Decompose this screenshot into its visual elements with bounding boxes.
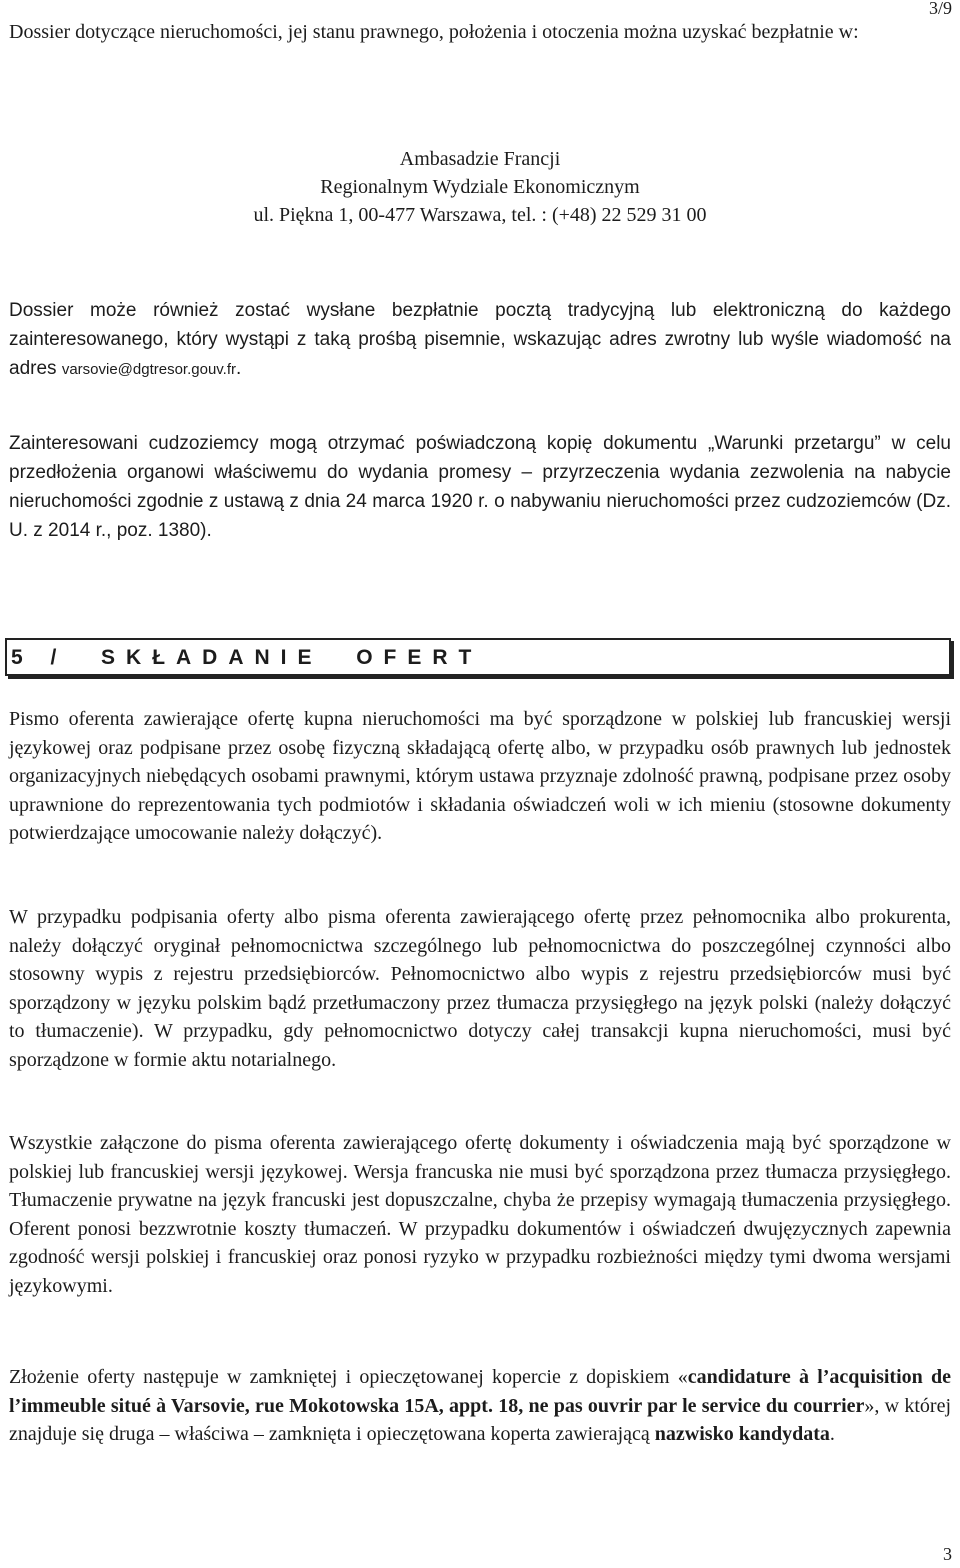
address-line-1: Ambasadzie Francji	[399, 148, 561, 170]
envelope-text-a: Złożenie oferty następuje w zamkniętej i opieczętowanej kopercie z dopiskiem «	[9, 1366, 688, 1388]
candidate-name-note: nazwisko kandydata	[654, 1423, 830, 1445]
offer-paragraph-4	[9, 1363, 951, 1449]
envelope-text-c: », w której znajduje się druga – właściwa – zamknięta i opieczętowana koperta zawierającą	[9, 1394, 952, 1445]
offer-paragraph-1: Pismo oferenta zawierające ofertę kupna nieruchomości ma być sporządzone w polskiej lub francuskiej wersji językowej oraz podpisane przez osobę fizyczną składającą ofertę albo, w przypadku osób prawnych lub jednostek organizacyjnych niebędących osobami prawnymi, którym ustawa przyznaje zdolność prawną, podpisane przez osoby uprawnione do reprezentowania tych podmiotów i składania oświadczeń woli w ich mieniu (stosowne dokumenty potwierdzające umocowanie należy dołączyć).	[9, 708, 951, 844]
section-heading: 5 / SKŁADANIE OFERT	[5, 638, 951, 676]
dossier-mail-text: Dossier może również zostać wysłane bezpłatnie pocztą tradycyjną lub elektroniczną do każdego zainteresowanego, który wystąpi z taką prośbą pisemnie, wskazując adres zwrotny lub wyśle wiadomość na adres	[9, 300, 951, 379]
offer-paragraph-2: W przypadku podpisania oferty albo pisma oferenta zawierającego ofertę przez pełnomocnika albo prokurenta, należy dołączyć oryginał pełnomocnictwa szczególnego lub pełnomocnictwa do poszczególnej czynności albo stosowny wypis z rejestru przedsiębiorców. Pełnomocnictwo albo wypis z rejestru przedsiębiorców musi być sporządzony w języku polskim bądź przetłumaczony przez tłumacza przysięgłego na język polski (należy dołączyć to tłumaczenie). W przypadku, gdy pełnomocnictwo dotyczy całej transakcji kupna nieruchomości, musi być sporządzone w formie aktu notarialnego.	[9, 906, 951, 1071]
offer-paragraph-3: Wszystkie załączone do pisma oferenta zawierającego ofertę dokumenty i oświadczenia mają być sporządzone w polskiej lub francuskiej wersji językowej. Wersja francuska nie musi być sporządzona przez tłumacza przysięgłego. Tłumaczenie prywatne na język francuski jest dopuszczalne, chyba że przepisy wymagają tłumaczenia przysięgłego. Oferent ponosi bezzwrotnie koszty tłumaczeń. W przypadku dokumentów i oświadczeń dwujęzycznych zapewnia zgodność wersji polskiej i francuskiej oraz ponosi ryzyko w przypadku rozbieżności między tymi dwoma wersjami językowymi.	[9, 1132, 951, 1297]
address-line-3: ul. Piękna 1, 00-477 Warszawa, tel. : (+48) 22 529 31 00	[253, 204, 707, 226]
dossier-mail-end: .	[236, 358, 242, 379]
foreigners-paragraph: Zainteresowani cudzoziemcy mogą otrzymać poświadczoną kopię dokumentu „Warunki przetargu” w celu przedłożenia organowi właściwemu do wydania promesy – przyrzeczenia wydania zezwolenia na nabycie nieruchomości zgodnie z ustawą z dnia 24 marca 1920 r. o nabywaniu nieruchomości przez cudzoziemców (Dz. U. z 2014 r., poz. 1380).	[9, 433, 951, 541]
email-link[interactable]: varsovie@dgtresor.gouv.fr	[61, 361, 237, 378]
page-counter: 3/9	[928, 0, 952, 18]
dossier-mail-paragraph	[9, 296, 951, 384]
page-number: 3	[943, 1544, 952, 1564]
address-line-2: Regionalnym Wydziale Ekonomicznym	[320, 176, 640, 198]
embassy-address	[0, 145, 960, 229]
intro-paragraph: Dossier dotyczące nieruchomości, jej stanu prawnego, położenia i otoczenia można uzyskać bezpłatnie w:	[9, 21, 859, 43]
envelope-inscription: candidature à l’acquisition de l’immeuble situé à Varsovie, rue Mokotowska 15A, appt. 18, ne pas ouvrir par le service du courrier	[9, 1366, 952, 1417]
envelope-text-e: .	[829, 1423, 835, 1445]
